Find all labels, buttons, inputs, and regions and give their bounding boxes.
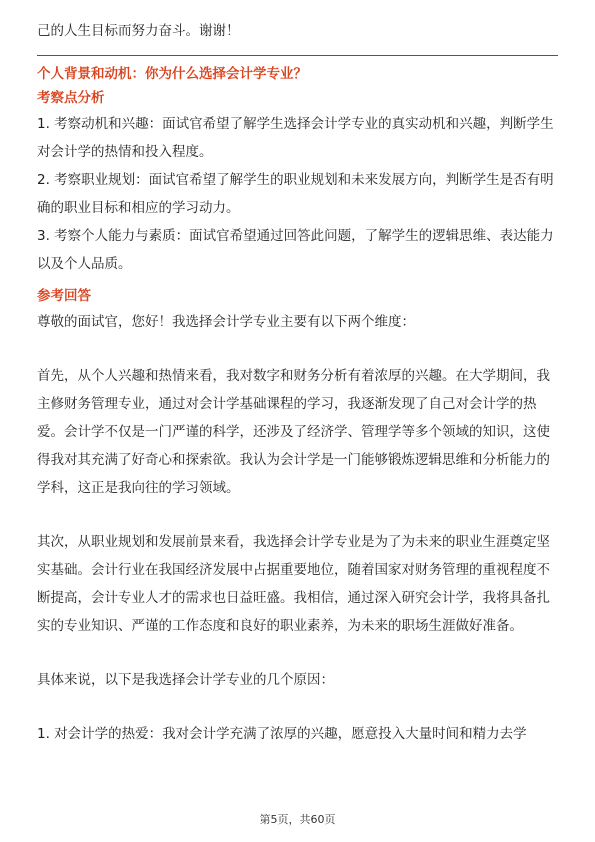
page-content <box>37 20 558 748</box>
analysis-item-3: 3. 考察个人能力与素质：面试官希望通过回答此问题，了解学生的逻辑思维、表达能力以及个人品质。 <box>37 228 554 272</box>
answer-paragraph-4: 具体来说，以下是我选择会计学专业的几个原因： <box>37 672 334 688</box>
section-divider <box>37 55 558 56</box>
intro-tail: 己的人生目标而努力奋斗。谢谢！ <box>37 23 240 39</box>
answer-paragraph-5: 1. 对会计学的热爱：我对会计学充满了浓厚的兴趣，愿意投入大量时间和精力去学 <box>37 726 527 742</box>
answer-paragraph-3: 其次，从职业规划和发展前景来看，我选择会计学专业是为了为未来的职业生涯奠定坚实基础。会计行业在我国经济发展中占据重要地位，随着国家对财务管理的重视程度不断提高，会计专业人才的需求也日益旺盛。我相信，通过深入研究会计学，我将具备扎实的专业知识、严谨的工作态度和良好的职业素养，为未来的职场生涯做好准备。 <box>37 534 550 634</box>
answer-paragraph-2: 首先，从个人兴趣和热情来看，我对数字和财务分析有着浓厚的兴趣。在大学期间，我主修财务管理专业，通过对会计学基础课程的学习，我逐渐发现了自己对会计学的热爱。会计学不仅是一门严谨的科学，还涉及了经济学、管理学等多个领域的知识，这使得我对其充满了好奇心和探索欲。我认为会计学是一门能够锻炼逻辑思维和分析能力的学科，这正是我向往的学习领域。 <box>37 368 550 496</box>
question-title: 个人背景和动机：你为什么选择会计学专业？ <box>37 66 307 82</box>
analysis-item-1: 1. 考察动机和兴趣：面试官希望了解学生选择会计学专业的真实动机和兴趣，判断学生对会计学的热情和投入程度。 <box>37 116 554 160</box>
analysis-item-2: 2. 考察职业规划：面试官希望了解学生的职业规划和未来发展方向，判断学生是否有明确的职业目标和相应的学习动力。 <box>37 172 554 216</box>
answer-paragraph-1: 尊敬的面试官，您好！我选择会计学专业主要有以下两个维度： <box>37 314 415 330</box>
page-number: 第5页，共60页 <box>259 813 336 826</box>
answer-heading: 参考回答 <box>37 288 91 304</box>
analysis-heading: 考察点分析 <box>37 90 105 106</box>
